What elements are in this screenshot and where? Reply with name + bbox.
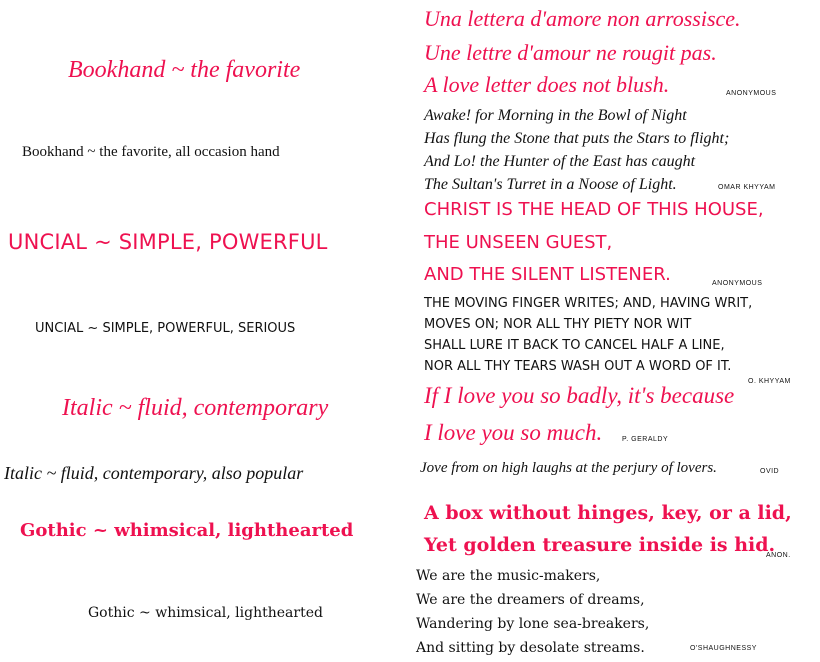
- jove-attribution: OVID: [760, 468, 780, 475]
- omar-line-1: Awake! for Morning in the Bowl of Night: [424, 107, 687, 124]
- music-line-3: Wandering by lone sea-breakers,: [416, 616, 650, 632]
- love-you-line-2: I love you so much.: [424, 420, 603, 445]
- music-line-1: We are the music-makers,: [416, 568, 601, 584]
- moving-finger-line-1: THE MOVING FINGER WRITES; AND, HAVING WRIT,: [424, 296, 753, 311]
- italic-sample: Italic ~ fluid, contemporary, also popular: [4, 463, 304, 483]
- christ-line-3: AND THE SILENT LISTENER.: [424, 264, 671, 285]
- box-line-1: A box without hinges, key, or a lid,: [424, 502, 792, 524]
- bookhand-sample: Bookhand ~ the favorite, all occasion hand: [22, 144, 280, 160]
- omar-attribution: OMAR KHYYAM: [718, 184, 776, 191]
- christ-line-1: CHRIST IS THE HEAD OF THIS HOUSE,: [424, 199, 764, 220]
- love-letter-line-3: A love letter does not blush.: [424, 72, 670, 97]
- moving-finger-attribution: O. KHYYAM: [748, 378, 791, 385]
- jove-line: Jove from on high laughs at the perjury of lovers.: [420, 460, 717, 476]
- music-line-2: We are the dreamers of dreams,: [416, 592, 645, 608]
- love-letter-attribution: ANONYMOUS: [726, 90, 777, 97]
- moving-finger-line-2: MOVES ON; NOR ALL THY PIETY NOR WIT: [424, 317, 692, 332]
- moving-finger-line-4: NOR ALL THY TEARS WASH OUT A WORD OF IT.: [424, 359, 732, 374]
- gothic-title: Gothic ~ whimsical, lighthearted: [20, 520, 354, 541]
- love-letter-line-1: Una lettera d'amore non arrossisce.: [424, 6, 741, 31]
- box-line-2: Yet golden treasure inside is hid.: [424, 534, 776, 556]
- christ-line-2: THE UNSEEN GUEST,: [424, 232, 613, 253]
- christ-attribution: ANONYMOUS: [712, 280, 763, 287]
- love-letter-line-2: Une lettre d'amour ne rougit pas.: [424, 40, 717, 65]
- music-attribution: O'SHAUGHNESSY: [690, 645, 757, 652]
- omar-line-4: The Sultan's Turret in a Noose of Light.: [424, 176, 677, 193]
- music-line-4: And sitting by desolate streams.: [416, 640, 645, 656]
- love-you-attribution: P. GERALDY: [622, 436, 669, 443]
- italic-title: Italic ~ fluid, contemporary: [62, 395, 329, 421]
- box-attribution: ANON.: [766, 552, 791, 559]
- omar-line-2: Has flung the Stone that puts the Stars to flight;: [424, 130, 730, 147]
- uncial-title: UNCIAL ~ SIMPLE, POWERFUL: [8, 230, 328, 254]
- moving-finger-line-3: SHALL LURE IT BACK TO CANCEL HALF A LINE,: [424, 338, 725, 353]
- uncial-sample: UNCIAL ~ SIMPLE, POWERFUL, SERIOUS: [35, 321, 296, 336]
- omar-line-3: And Lo! the Hunter of the East has caught: [424, 153, 696, 170]
- bookhand-title: Bookhand ~ the favorite: [68, 57, 301, 83]
- love-you-line-1: If I love you so badly, it's because: [424, 383, 735, 408]
- gothic-sample: Gothic ~ whimsical, lighthearted: [88, 605, 323, 621]
